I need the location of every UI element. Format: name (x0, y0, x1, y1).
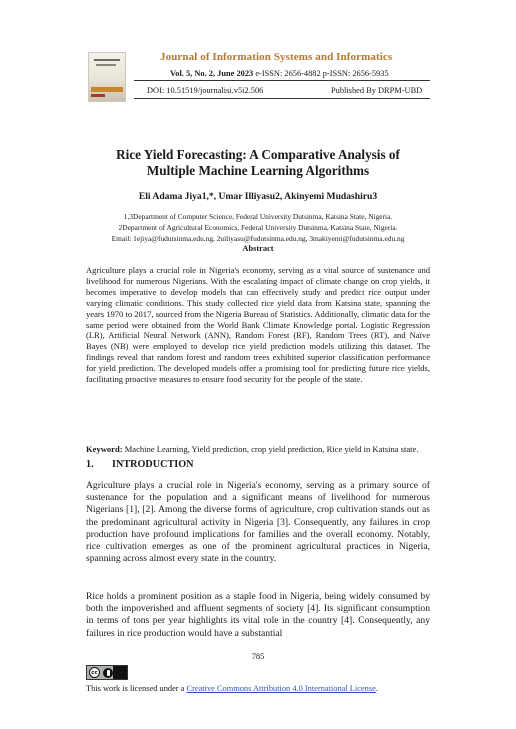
paper-title-line-1: Rice Yield Forecasting: A Comparative Analysis of (116, 147, 400, 162)
issn: e-ISSN: 2656-4882 p-ISSN: 2656-5935 (253, 69, 389, 78)
cc-by-license-icon[interactable] (86, 665, 128, 680)
journal-volume-issn (170, 69, 389, 78)
journal-cover-image (88, 52, 126, 102)
section-number: 1. (86, 459, 94, 470)
intro-paragraph-2: Rice holds a prominent position as a staple food in Nigeria, being widely consumed by both the impoverished and affluent segments of society [4]. Its significant consumption in terms of tons per year highlights its vital role in the country [4]. Consequently, any failures in rice production would have a substantial (86, 591, 430, 639)
publisher: Published By DRPM-UBD (331, 86, 423, 95)
keywords-text: Machine Learning, Yield prediction, crop yield prediction, Rice yield in Katsina state. (122, 444, 419, 454)
abstract-heading: Abstract (242, 244, 274, 253)
creative-commons-icon: cc (89, 667, 100, 678)
affiliation-2: 2Department of Agricultural Economics, Federal University Dutsinma, Katsina State, Nigeria. (118, 223, 398, 232)
header-rule-top (134, 80, 430, 81)
abstract-text: Agriculture plays a crucial role in Nigeria's economy, serving as a vital source of sustenance and livelihood for numerous Nigerians. With the escalating impact of climate change on crop yields, it becomes imperative to develop models that can effectively study and predict rice output under varying climatic conditions. This study collected rice yield data from Katsina state, spanning the years 1970 to 2017, sourced from the Nigeria Bureau of Statistics. Additionally, climatic data for the same period were obtained from the World Bank Climate Knowledge portal. Logistic Regression (LR), Artificial Neural Network (ANN), Random Forest (RF), Random Trees (RT), and Naïve Bayes (NB) were employed to develop rice yield prediction models utilizing this dataset. The findings reveal that random forest and random trees exhibited superior classification performance for yield prediction. The developed models offer a promising tool for predicting future rice yields, facilitating proactive measures to ensure food security for the people of the state. (86, 265, 430, 385)
authors: Eli Adama Jiya1,*, Umar Illiyasu2, Akinyemi Mudashiru3 (138, 191, 378, 202)
section-heading-introduction (86, 459, 194, 470)
paper-title (86, 147, 430, 179)
attribution-icon (103, 668, 113, 678)
journal-title: Journal of Information Systems and Informatics (160, 51, 393, 63)
doi: DOI: 10.51519/journalisi.v5i2.506 (147, 86, 264, 95)
license-suffix: . (375, 684, 378, 693)
affiliation-1: 1,3Department of Computer Science, Federal University Dutsinma, Katsina State, Nigeria. (123, 212, 393, 221)
author-emails: Email: 1ejiya@fudutsinma.edu.ng, 2uiliyasu@fudutsinma.edu.ng, 3makiyemi@fudutsinma.edu.ng (111, 234, 405, 243)
license-link[interactable]: Creative Commons Attribution 4.0 International License (186, 684, 376, 693)
license-prefix: This work is licensed under a (86, 684, 187, 693)
license-statement (86, 684, 378, 693)
intro-paragraph-1: Agriculture plays a crucial role in Nigeria's economy, serving as a primary source of sustenance for the population and a significant means of livelihood for numerous Nigerians [1], [2]. Among the diverse forms of agriculture, crop cultivation stands out as the predominant agricultural activity in Nigeria [3]. Consequently, any failures in crop production have profound implications for families and the overall economy. Notably, rice cultivation emerges as one of the prominent agricultural practices in Nigeria, spanning across almost every state in the country. (86, 480, 430, 565)
header-rule-bottom (134, 98, 430, 99)
volume-issue: Vol. 5, No. 2, June 2023 (170, 69, 254, 78)
paper-title-line-2: Multiple Machine Learning Algorithms (146, 163, 370, 178)
keywords (86, 444, 430, 455)
page-number: 785 (251, 652, 265, 661)
keywords-label: Keyword: (86, 444, 123, 454)
section-title: INTRODUCTION (112, 459, 194, 470)
